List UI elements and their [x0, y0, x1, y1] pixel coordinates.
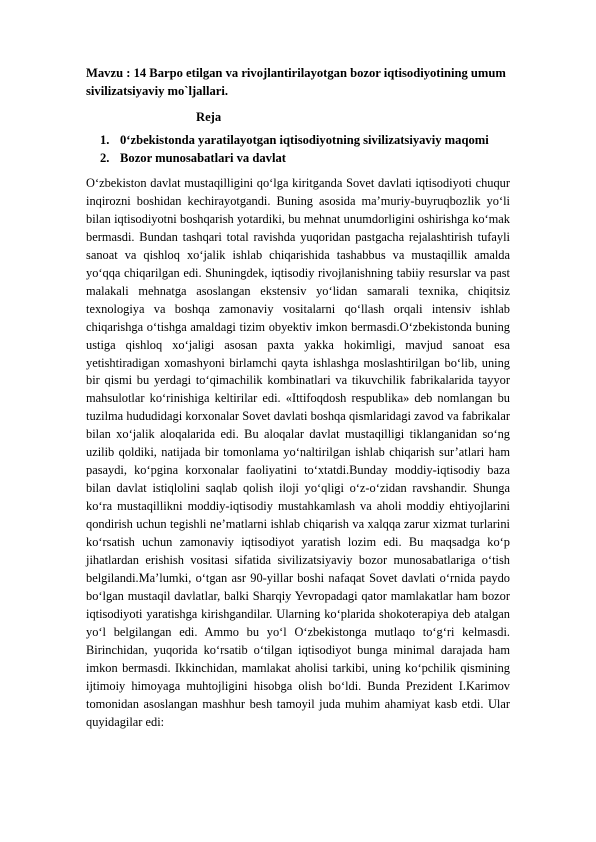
- plan-item-text: Bozor munosabatlari va davlat: [120, 151, 286, 165]
- plan-item-number: 1.: [100, 133, 110, 147]
- plan-heading: Reja: [196, 110, 222, 124]
- plan-list: [86, 131, 510, 167]
- plan-item: [100, 131, 510, 149]
- document-page: [86, 64, 510, 732]
- document-title: Mavzu : 14 Barpo etilgan va rivojlantirilayotgan bozor iqtisodiyotining umum sivilizatsiyaviy mo`ljallari.: [86, 66, 506, 98]
- plan-item: [100, 149, 510, 167]
- plan-item-number: 2.: [100, 151, 110, 165]
- body-paragraph: O‘zbekiston davlat mustaqilligini qo‘lga kiritganda Sovet davlati iqtisodiyoti chuqur inqirozni boshidan kechirayotgandi. Buning asosida ma’muriy-buyruqbozlik yo‘li bilan iqtisodiyotni boshqarish yotardiki, bu mehnat unumdorligini oshirishga ko‘mak bermasdi. Bundan tashqari total ravishda yuqoridan pastgacha rejalashtirish tufayli sanoat va qishloq xo‘jalik ishlab chiqarishida tashabbus va mustaqillik amalda yo‘qqa chiqarilgan edi. Shuningdek, iqtisodiy rivojlanishning tabiiy resurslar va past malakali mehnatga asoslangan ekstensiv yo‘lidan samarali texnika, chiqitsiz texnologiya va boshqa zamonaviy vositalarni qo‘llash orqali intensiv ishlab chiqarishga o‘tishga amaldagi tizim obyektiv imkon bermasdi.O‘zbekistonda buning ustiga qishloq xo‘jaligi asosan paxta yakka hokimligi, mavjud sanoat esa yetishtiradigan xomashyoni birlamchi qayta ishlashga moslashtirilgan bo‘lib, uning bir qismi bu yerdagi to‘qimachilik kombinatlari va tikuvchilik fabrikalarida tayyor mahsulotlar ko‘rinishiga keltirilar edi. «Ittifoqdosh respublika» deb nomlangan bu tuzilma hududidagi korxonalar Sovet davlati boshqa qismlaridagi zavod va fabrikalar bilan xo‘jalik aloqalarida edi. Bu aloqalar davlat mustaqilligi tiklanganidan so‘ng uzilib qoldiki, natijada bir tomonlama yo‘naltirilgan ishlab chiqarish sur’atlari ham pasaydi, ko‘pgina korxonalar faoliyatini to‘xtatdi.Bunday moddiy-iqtisodiy baza bilan davlat istiqlolini saqlab qolish iloji yo‘qligi o‘z-o‘zidan ravshandir. Shunga ko‘ra mustaqillikni moddiy-iqtisodiy mustahkamlash va aholi moddiy ehtiyojlarini qondirish uchun tegishli ne’matlarni ishlab chiqarish va xalqqa zarur xizmat turlarini ko‘rsatish uchun zamonaviy iqtisodiyot yaratish lozim edi. Bu maqsadga ko‘p jihatlardan erishish vositasi sifatida sivilizatsiyaviy bozor munosabatlariga o‘tish belgilandi.Ma’lumki, o‘tgan asr 90-yillar boshi nafaqat Sovet davlati o‘rnida paydo bo‘lgan mustaqil davlatlar, balki Sharqiy Yevropadagi qator mamlakatlar ham bozor iqtisodiyoti yaratishga kirishgandilar. Ularning ko‘plarida shokoterapiya deb atalgan yo‘l belgilangan edi. Ammo bu yo‘l O‘zbekistonga mutlaqo to‘g‘ri kelmasdi. Birinchidan, yuqorida ko‘rsatib o‘tilgan iqtisodiyot bunga minimal darajada ham imkon bermasdi. Ikkinchidan, mamlakat aholisi tarkibi, uning ko‘pchilik qismining ijtimoiy himoyaga muhtojligini hisobga olish bo‘ldi. Bunda Prezident I.Karimov tomonidan asoslangan mashhur besh tamoyil juda muhim ahamiyat kasb etdi. Ular quyidagilar edi:: [86, 176, 510, 729]
- plan-item-text: 0‘zbekistonda yaratilayotgan iqtisodiyotning sivilizatsiyaviy maqomi: [120, 133, 489, 147]
